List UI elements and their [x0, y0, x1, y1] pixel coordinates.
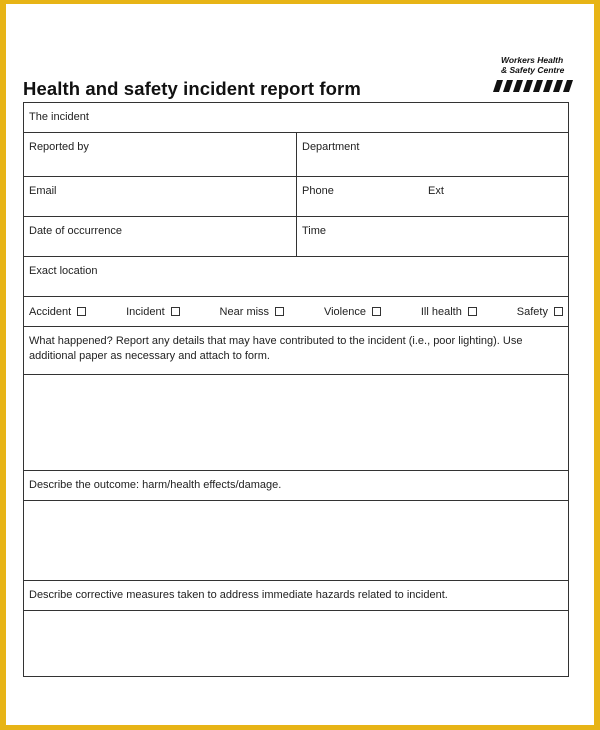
what-happened-prompt: What happened? Report any details that may have contributed to the incident (i.e., poor lighting). Use additional paper as necessary and attach to form.	[29, 335, 523, 362]
type-incident	[126, 306, 180, 318]
corrective-row	[24, 581, 568, 611]
logo-name-line1: Workers Health	[501, 55, 564, 65]
incident-row	[24, 103, 568, 133]
type-safety-label: Safety	[516, 305, 548, 318]
location-row	[24, 257, 568, 297]
type-safety	[517, 306, 563, 318]
date-label: Date of occurrence	[29, 225, 122, 237]
type-accident-checkbox[interactable]	[77, 307, 86, 316]
date-field[interactable]	[24, 217, 297, 256]
type-safety-checkbox[interactable]	[554, 307, 563, 316]
incident-type-row	[24, 297, 568, 327]
type-incident-label: Incident	[126, 305, 165, 318]
reported-by-row	[24, 133, 568, 177]
phone-field[interactable]	[297, 177, 568, 216]
date-row	[24, 217, 568, 257]
type-accident-label: Accident	[29, 305, 72, 318]
what-happened-answer-area[interactable]	[24, 375, 568, 471]
email-field[interactable]	[24, 177, 297, 216]
type-near-miss-label: Near miss	[219, 305, 270, 318]
hazard-stripes-logo-icon	[493, 80, 573, 94]
reported-by-field[interactable]	[24, 133, 297, 176]
type-accident	[29, 306, 86, 318]
outcome-answer-area[interactable]	[24, 501, 568, 581]
time-label: Time	[302, 225, 327, 237]
email-label: Email	[29, 185, 57, 197]
phone-label: Phone	[302, 185, 334, 197]
corrective-answer-area[interactable]	[24, 611, 568, 676]
type-violence-label: Violence	[323, 305, 366, 318]
type-ill-health-checkbox[interactable]	[468, 307, 477, 316]
outcome-row	[24, 471, 568, 501]
outcome-prompt: Describe the outcome: harm/health effects/damage.	[29, 479, 282, 491]
email-row	[24, 177, 568, 217]
type-violence-checkbox[interactable]	[372, 307, 381, 316]
type-near-miss	[220, 306, 285, 318]
ext-label: Ext	[428, 185, 444, 197]
type-near-miss-checkbox[interactable]	[275, 307, 284, 316]
page-title: Health and safety incident report form	[23, 78, 361, 99]
corrective-prompt: Describe corrective measures taken to address immediate hazards related to incident.	[29, 589, 448, 601]
incident-label: The incident	[29, 111, 89, 123]
location-label: Exact location	[29, 265, 98, 277]
department-field[interactable]	[297, 133, 568, 176]
incident-report-form	[23, 102, 569, 677]
type-ill-health-label: Ill health	[420, 305, 462, 318]
incident-type-options	[24, 297, 568, 326]
location-field[interactable]	[24, 257, 568, 296]
logo-name-line2: & Safety Centre	[501, 64, 565, 75]
department-label: Department	[302, 141, 360, 153]
reported-by-label: Reported by	[29, 141, 89, 153]
type-violence	[324, 306, 381, 318]
time-field[interactable]	[297, 217, 568, 256]
type-ill-health	[421, 306, 477, 318]
what-happened-row	[24, 327, 568, 375]
type-incident-checkbox[interactable]	[171, 307, 180, 316]
logo	[493, 56, 573, 100]
